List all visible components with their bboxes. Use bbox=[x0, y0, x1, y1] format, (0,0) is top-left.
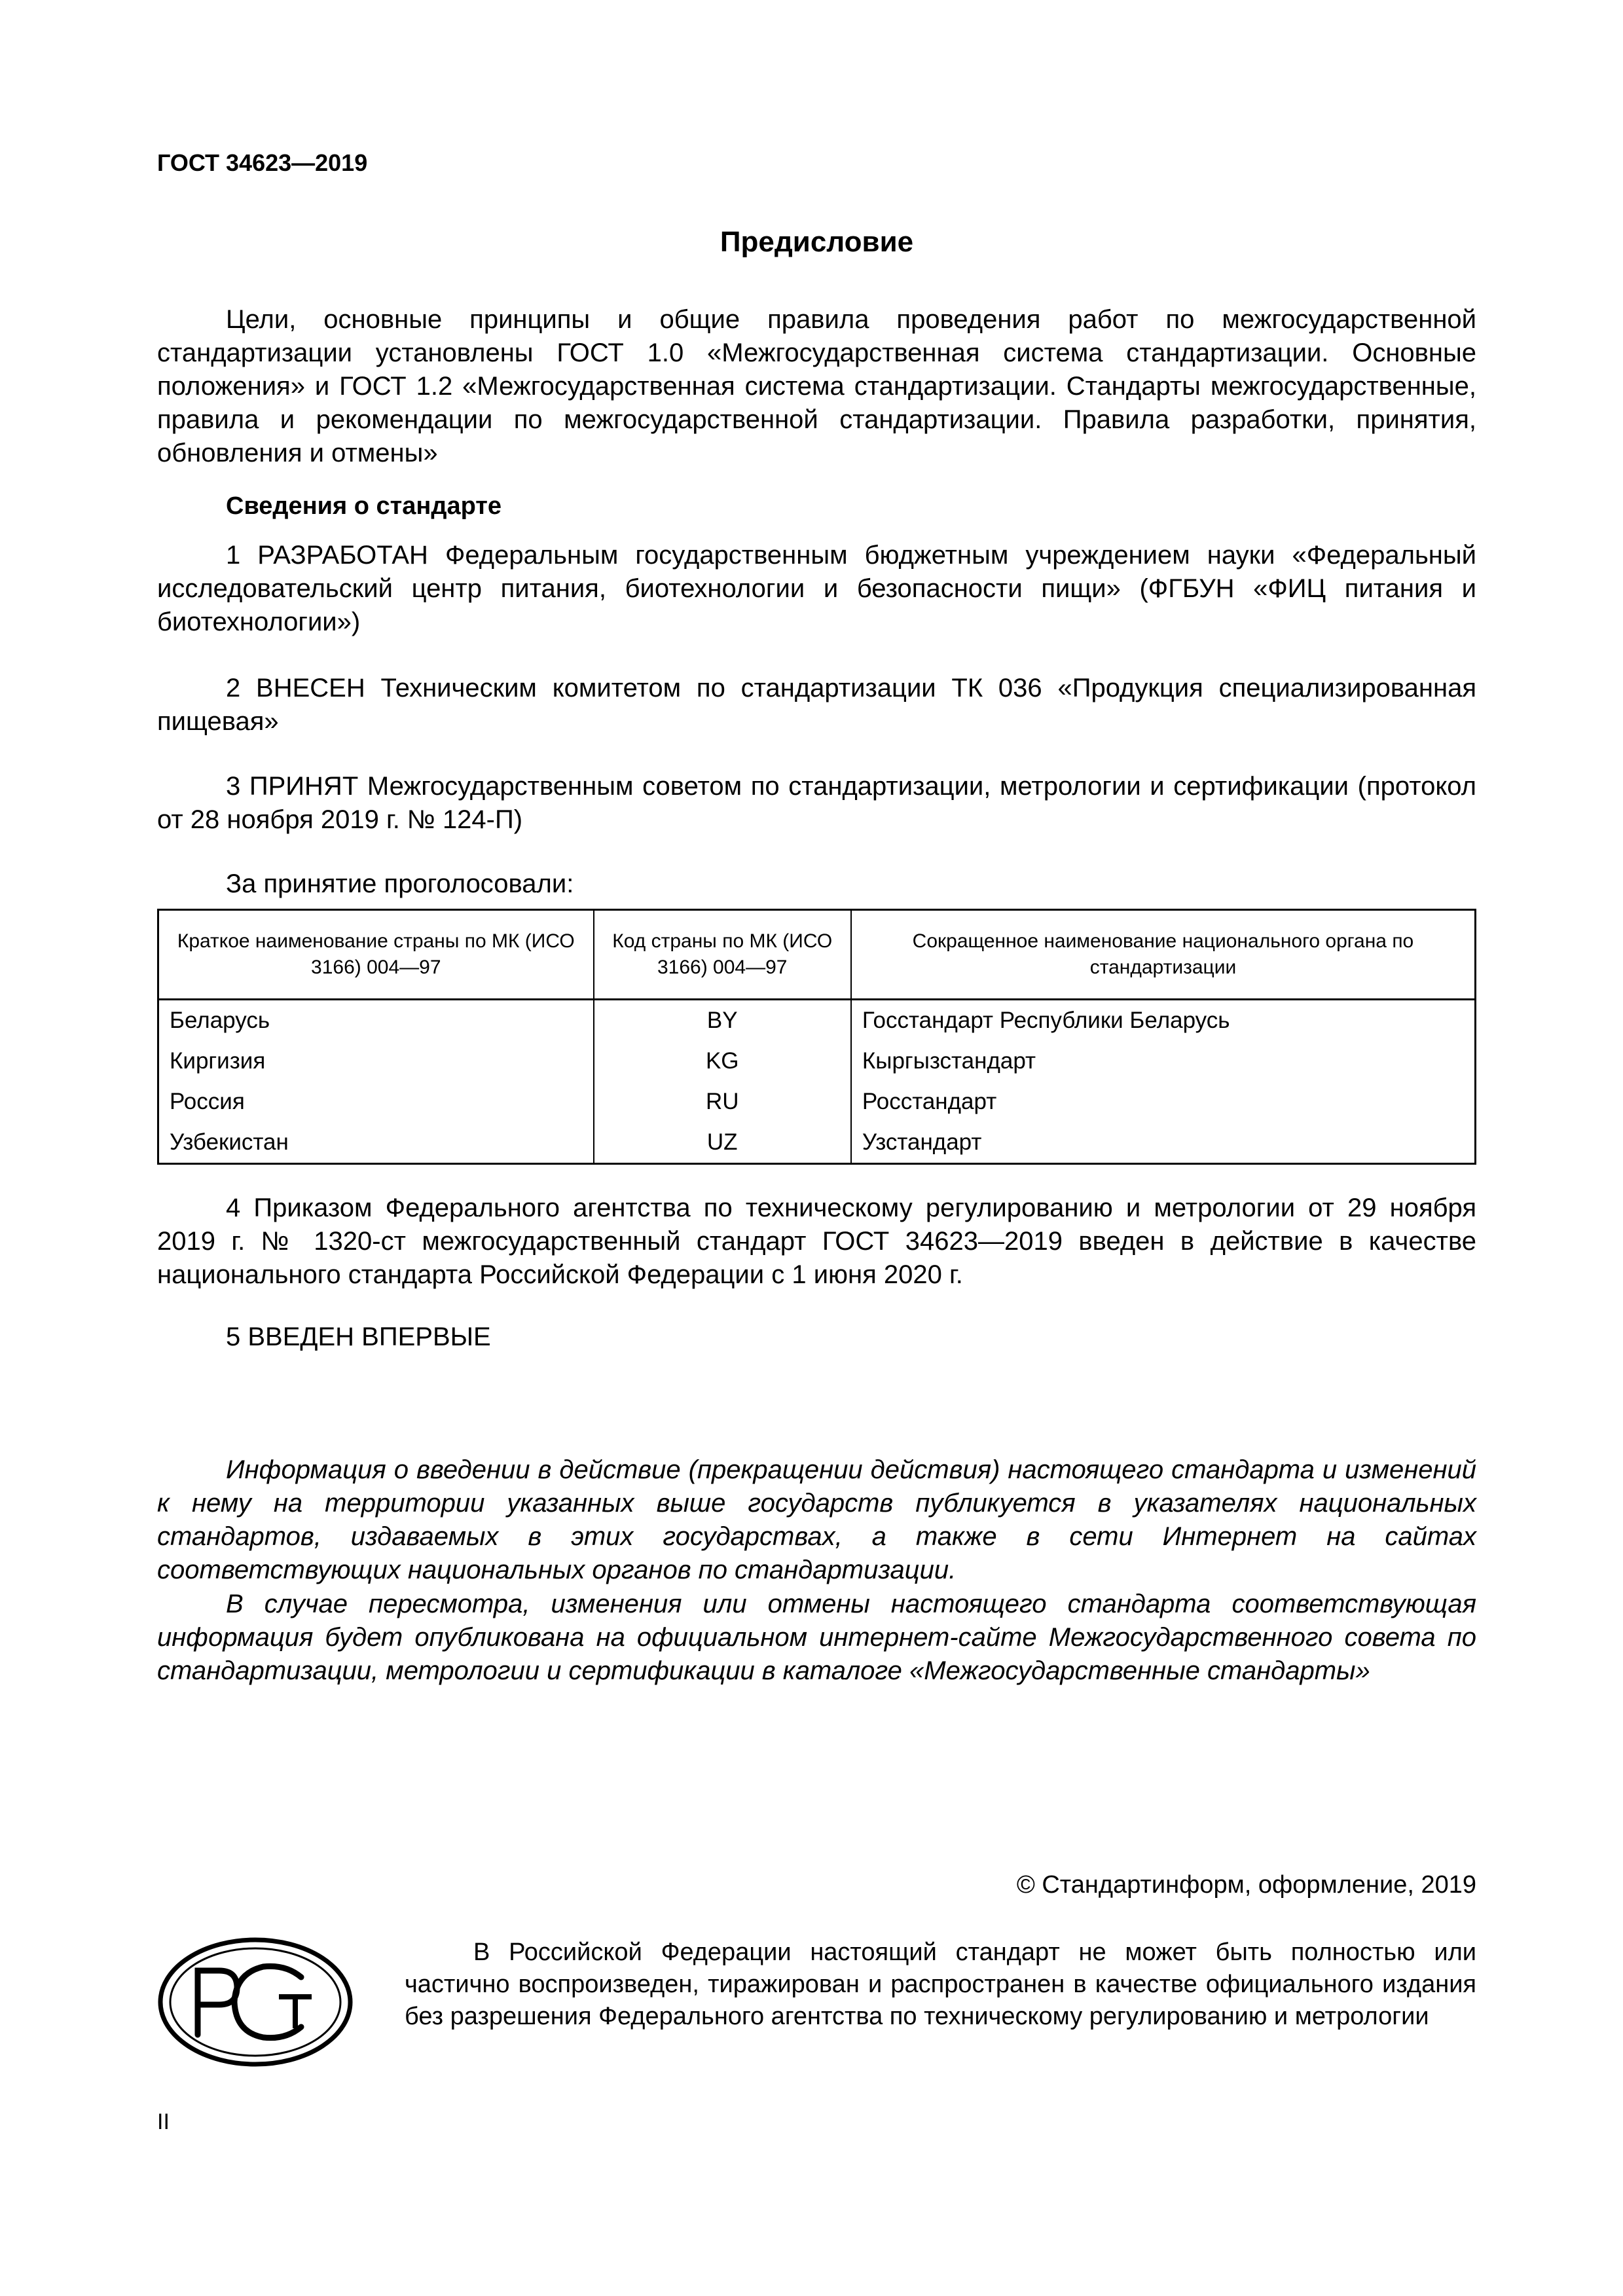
page-title: Предисловие bbox=[720, 226, 914, 258]
table-row bbox=[158, 1122, 1476, 1164]
national-body: Узстандарт bbox=[851, 1122, 1476, 1164]
national-body: Росстандарт bbox=[851, 1082, 1476, 1122]
item-5: 5 ВВЕДЕН ВПЕРВЫЕ bbox=[226, 1322, 491, 1351]
item-2: 2 ВНЕСЕН Техническим комитетом по стандартизации ТК 036 «Продукция специализированная пищевая» bbox=[157, 674, 1476, 736]
copyright-notice: © Стандартинформ, оформление, 2019 bbox=[1016, 1871, 1476, 1899]
countries-table bbox=[157, 909, 1476, 1165]
copyright-restriction: В Российской Федерации настоящий стандарт не может быть полностью или частично воспроизведен, тиражирован и распространен в качестве официального издания без разрешения Федерального агентства по техническому регулированию и метрологии bbox=[405, 1939, 1476, 2030]
info-paragraph-2: В случае пересмотра, изменения или отмены настоящего стандарта соответствующая информация будет опубликована на официальном интернет-сайте Межгосударственного совета по стандартизации, метрологии и сертификации в каталоге «Межгосударственные стандарты» bbox=[157, 1590, 1476, 1685]
country-code: RU bbox=[594, 1082, 851, 1122]
table-header-body: Сокращенное наименование национального органа по стандартизации bbox=[851, 910, 1476, 1000]
country-name: Беларусь bbox=[158, 1000, 594, 1042]
table-header-row bbox=[158, 910, 1476, 1000]
page-number: II bbox=[157, 2109, 170, 2134]
country-code: UZ bbox=[594, 1122, 851, 1164]
document-number: ГОСТ 34623—2019 bbox=[157, 149, 368, 176]
table-header-code: Код страны по МК (ИСО 3166) 004—97 bbox=[594, 910, 851, 1000]
vote-intro: За принятие проголосовали: bbox=[226, 869, 574, 898]
national-body: Кыргызстандарт bbox=[851, 1041, 1476, 1082]
info-paragraph-1: Информация о введении в действие (прекращении действия) настоящего стандарта и изменений к нему на территории указанных выше государств публикуется в указателях национальных стандартов, издаваемых в этих государствах, а также в сети Интернет на сайтах соответствующих национальных органов по стандартизации. bbox=[157, 1455, 1476, 1584]
item-3: 3 ПРИНЯТ Межгосударственным советом по стандартизации, метрологии и сертификации (протокол от 28 ноября 2019 г. № 124-П) bbox=[157, 772, 1476, 834]
country-name: Узбекистан bbox=[158, 1122, 594, 1164]
rst-certification-mark-icon bbox=[157, 1937, 354, 2068]
item-1: 1 РАЗРАБОТАН Федеральным государственным бюджетным учреждением науки «Федеральный исследовательский центр питания, биотехнологии и безопасности пищи» (ФГБУН «ФИЦ питания и биотехнологии») bbox=[157, 541, 1476, 636]
document-page bbox=[157, 0, 1476, 2296]
table-header-country: Краткое наименование страны по МК (ИСО 3166) 004—97 bbox=[158, 910, 594, 1000]
table-row bbox=[158, 1041, 1476, 1082]
country-code: BY bbox=[594, 1000, 851, 1042]
intro-paragraph: Цели, основные принципы и общие правила проведения работ по межгосударственной стандартизации установлены ГОСТ 1.0 «Межгосударственная система стандартизации. Основные положения» и ГОСТ 1.2 «Межгосударственная система стандартизации. Стандарты межгосударственные, правила и рекомендации по межгосударственной стандартизации. Правила разработки, принятия, обновления и отмены» bbox=[157, 305, 1476, 467]
table-row bbox=[158, 1082, 1476, 1122]
table-row bbox=[158, 1000, 1476, 1042]
section-title: Сведения о стандарте bbox=[226, 492, 502, 520]
item-4: 4 Приказом Федерального агентства по техническому регулированию и метрологии от 29 ноября 2019 г. № 1320-ст межгосударственный стандарт ГОСТ 34623—2019 введен в действие в качестве национального стандарта Российской Федерации с 1 июня 2020 г. bbox=[157, 1194, 1476, 1289]
country-name: Россия bbox=[158, 1082, 594, 1122]
national-body: Госстандарт Республики Беларусь bbox=[851, 1000, 1476, 1042]
country-code: KG bbox=[594, 1041, 851, 1082]
country-name: Киргизия bbox=[158, 1041, 594, 1082]
